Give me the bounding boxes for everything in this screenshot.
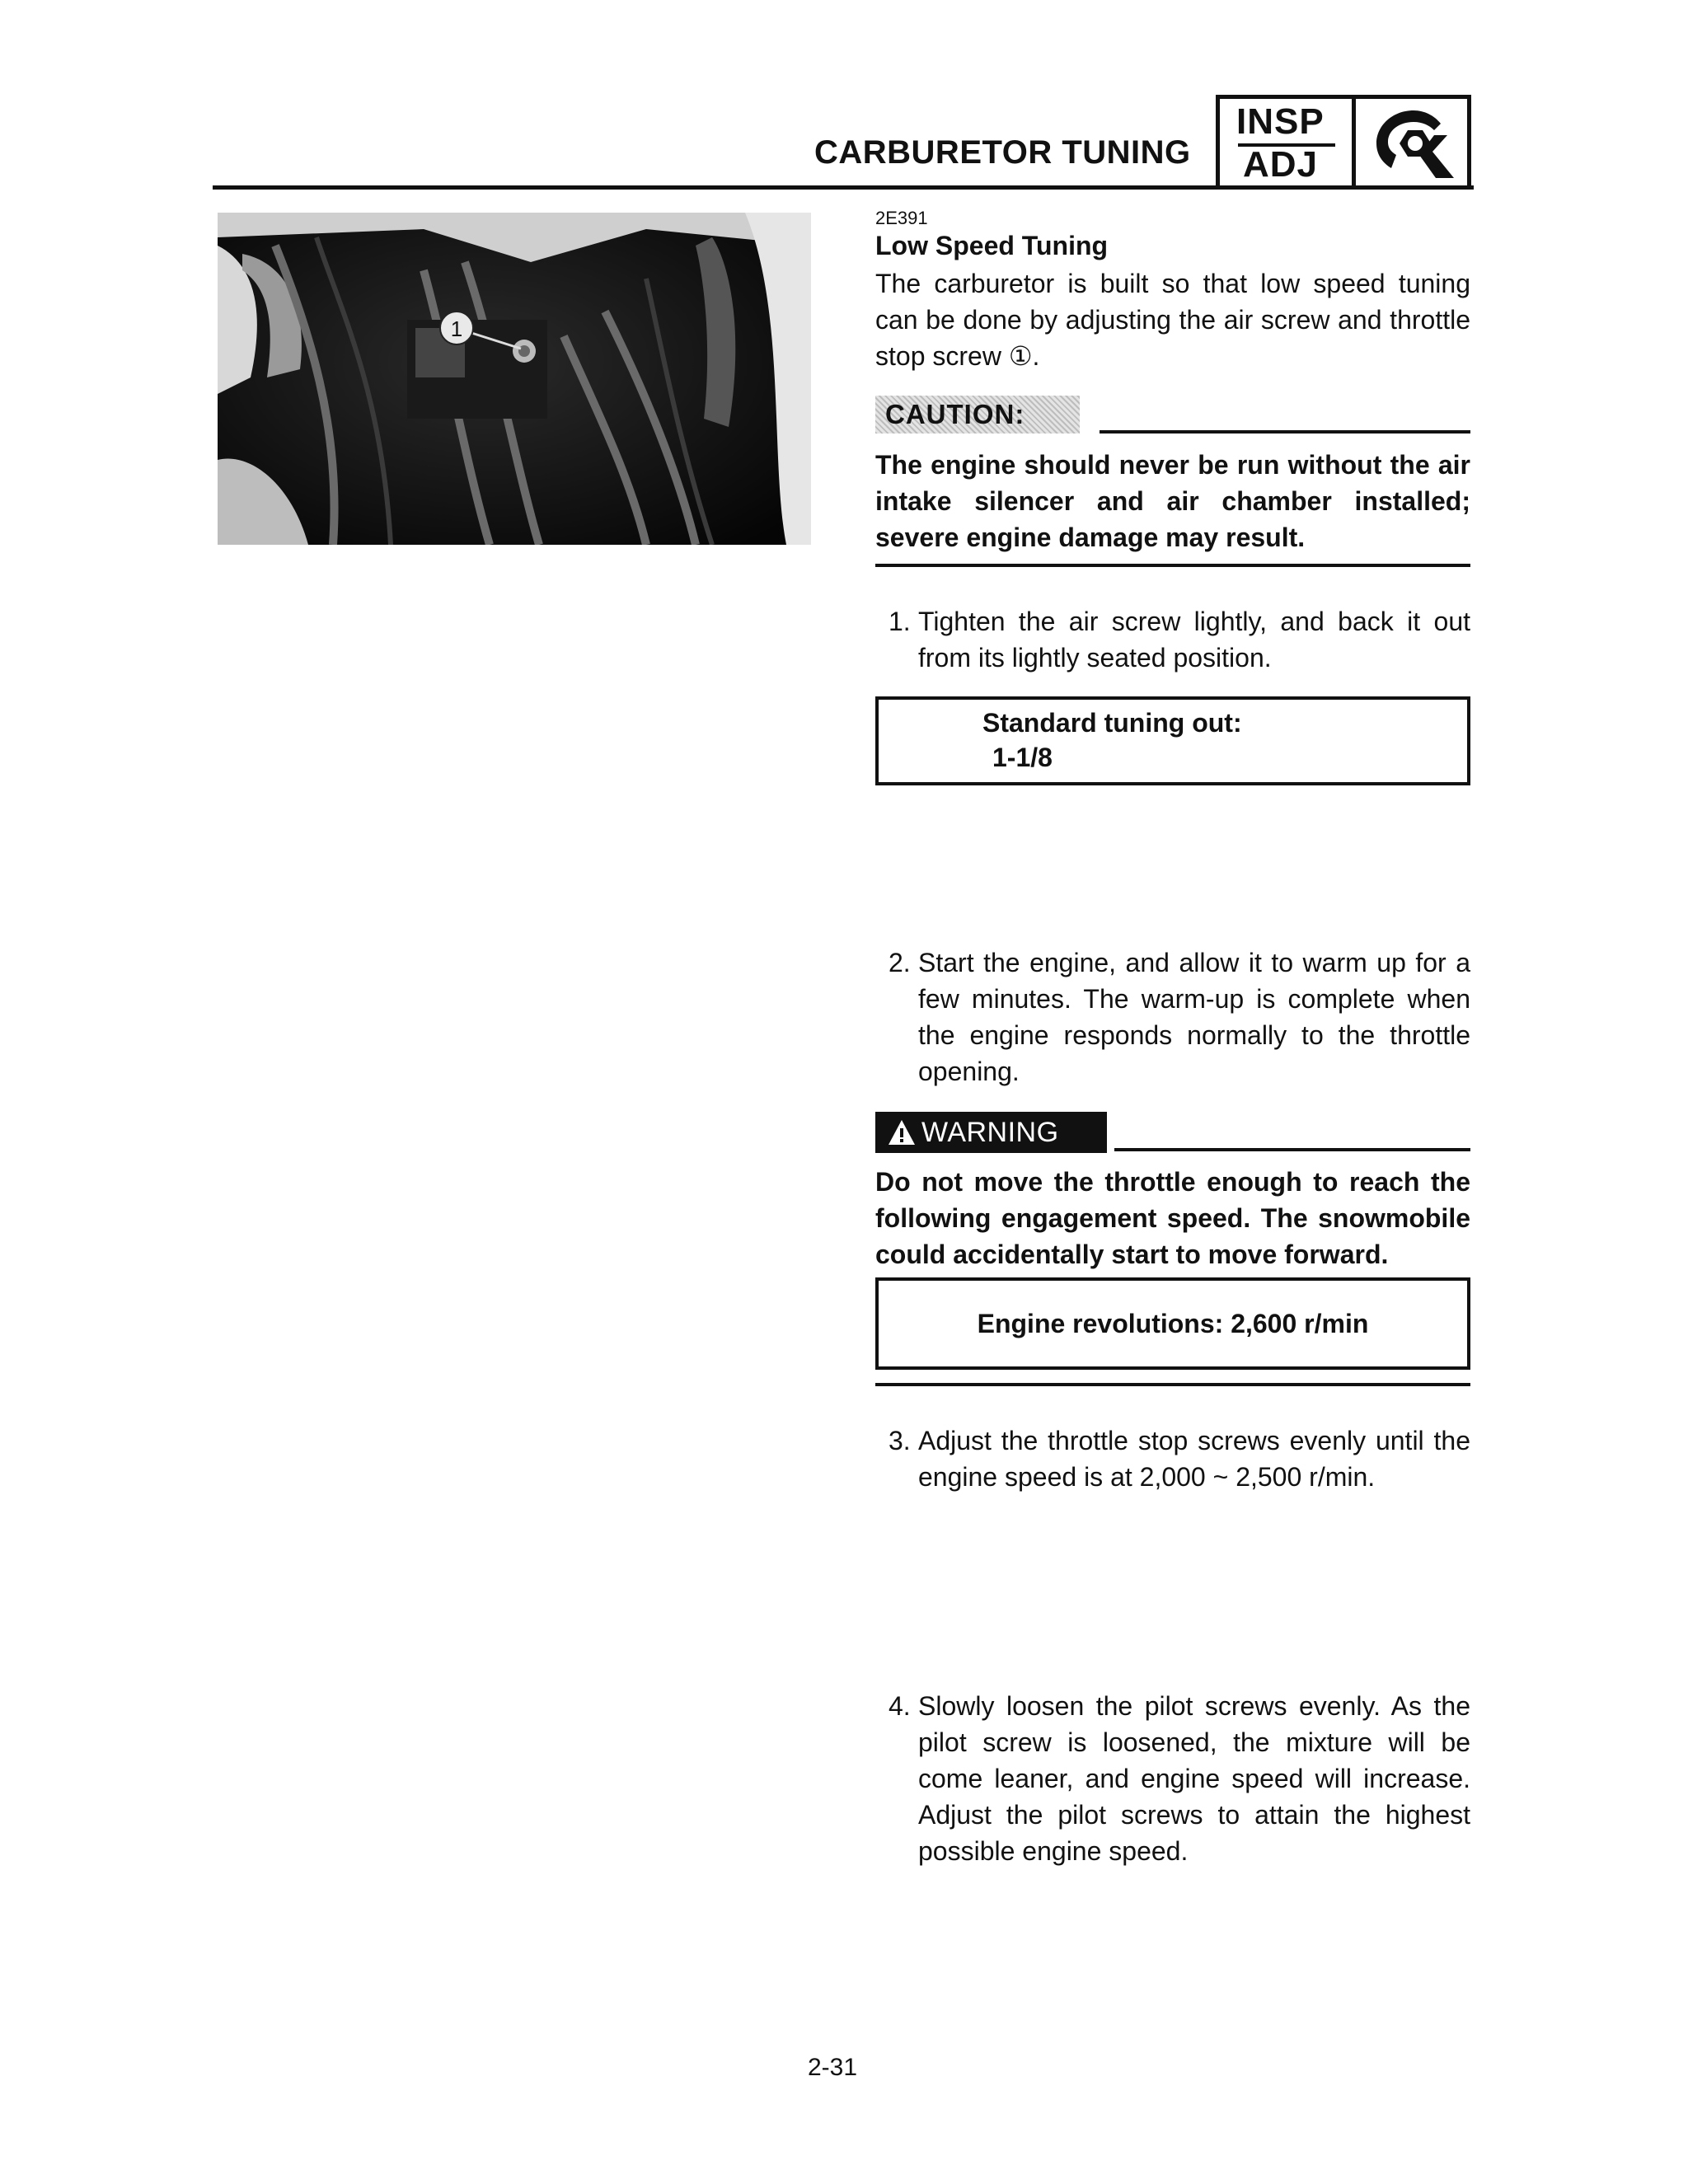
warning-end-rule [875, 1383, 1470, 1386]
warning-rule [1114, 1148, 1470, 1151]
section-intro: The carburetor is built so that low speed tuning can be done by adjusting the air screw and throttle stop screw ①. [875, 269, 1470, 371]
step-2-number: 2. [889, 948, 911, 977]
section-heading: Low Speed Tuning [875, 231, 1109, 260]
spec-box-revolutions [875, 1277, 1470, 1370]
warning-text: Do not move the throttle enough to reach the following engagement speed. The snowmobile could accidentally start to move forward. [875, 1167, 1470, 1269]
insp-adj-badge [1216, 95, 1471, 190]
page-title: CARBURETOR TUNING [814, 134, 1191, 171]
badge-insp-label: INSP [1236, 101, 1325, 142]
caution-rule [1100, 430, 1470, 434]
caution-end-rule [875, 564, 1470, 567]
step-2-text: Start the engine, and allow it to warm up for a few minutes. The warm-up is complete when the engine responds normally to the throttle opening. [918, 948, 1470, 1086]
wrench-icon [1368, 105, 1459, 181]
step-1-text: Tighten the air screw lightly, and back it out from its lightly seated position. [918, 607, 1470, 673]
step-3-number: 3. [889, 1426, 911, 1455]
step-1-number: 1. [889, 607, 911, 636]
warning-triangle-icon [887, 1118, 917, 1146]
step-3 [889, 1422, 1470, 1497]
warning-label-text: WARNING [921, 1117, 1059, 1148]
badge-divider [1352, 99, 1356, 185]
step-4-text: Slowly loosen the pilot screws evenly. As the pilot screw is loosened, the mixture will be come leaner, and engine speed will increase. Adjust the pilot screws to attain the highest possible engine speed. [918, 1691, 1470, 1866]
step-2 [889, 944, 1470, 1093]
step-3-text: Adjust the throttle stop screws evenly until the engine speed is at 2,000 ~ 2,500 r/min. [918, 1426, 1470, 1492]
engine-photo-graphic [218, 213, 811, 545]
photo-callout: 1 [450, 316, 463, 341]
section-code: 2E391 [875, 208, 928, 228]
page-number: 2-31 [808, 2054, 858, 2081]
step-4 [889, 1688, 1470, 1872]
caution-label: CAUTION: [875, 396, 1080, 434]
spec-tuning-label: Standard tuning out: [982, 708, 1242, 738]
step-4-number: 4. [889, 1691, 911, 1721]
engine-photo [218, 213, 811, 545]
badge-adj-label: ADJ [1243, 144, 1319, 185]
warning-label [875, 1112, 1107, 1153]
step-1 [889, 603, 1470, 677]
spec-tuning-value: 1-1/8 [992, 743, 1053, 772]
caution-text: The engine should never be run without the air intake silencer and air chamber installed; severe engine damage may result. [875, 450, 1470, 552]
spec-revolutions-label: Engine revolutions: 2,600 r/min [977, 1309, 1369, 1338]
spec-box-tuning [875, 696, 1470, 785]
